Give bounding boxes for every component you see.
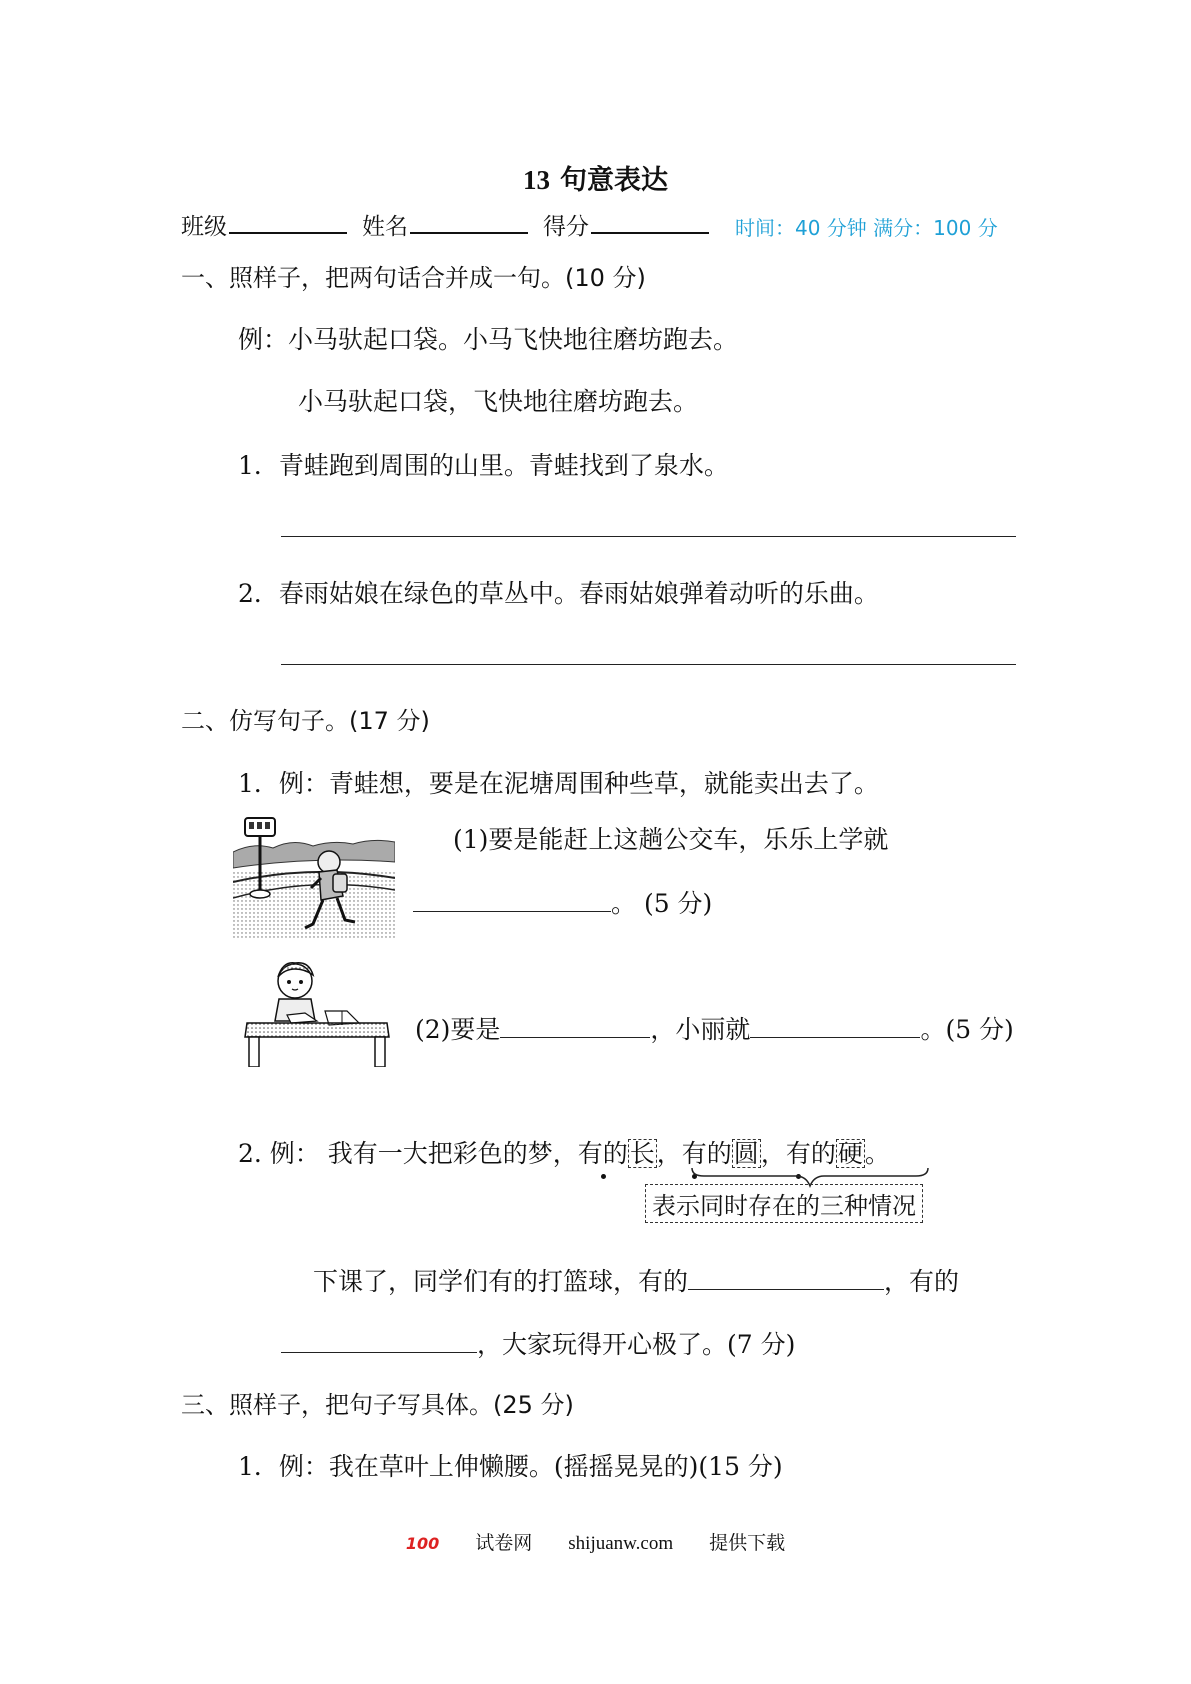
sub2-end: 。(5 分) <box>920 1015 1014 1044</box>
footer <box>0 1528 1191 1555</box>
class-label: 班级 <box>181 214 227 240</box>
bus-stop-illustration <box>233 812 395 940</box>
section3-heading: 三、照样子，把句子写具体。(25 分) <box>181 1391 574 1419</box>
task-a: 下课了，同学们有的打篮球，有的 <box>313 1267 689 1296</box>
section2-q2-example <box>238 1134 890 1170</box>
section2-heading: 二、仿写句子。(17 分) <box>181 707 430 735</box>
lesson-number: 13 <box>523 165 550 195</box>
page-title <box>0 158 1191 197</box>
task-c: ，大家玩得开心极了。(7 分) <box>477 1330 796 1359</box>
section1-q1: 1．青蛙跑到周围的山里。青蛙找到了泉水。 <box>238 451 729 480</box>
task-b: ，有的 <box>884 1267 960 1296</box>
name-blank[interactable] <box>410 212 528 234</box>
section1-heading: 一、照样子，把两句话合并成一句。(10 分) <box>181 264 646 292</box>
score-label: 得分 <box>543 214 589 240</box>
section2-q1-sub1-answer <box>413 884 712 920</box>
download-note: 提供下载 <box>709 1533 786 1554</box>
class-blank[interactable] <box>229 212 347 234</box>
score-field <box>543 208 709 241</box>
blank-task-1[interactable] <box>688 1265 884 1290</box>
section2-q2-task-line2 <box>281 1325 795 1361</box>
blank-sub1[interactable] <box>413 887 611 912</box>
q2-char-hard: 硬 <box>837 1139 863 1168</box>
section1-q2: 2．春雨姑娘在绿色的草丛中。春雨姑娘弹着动听的乐曲。 <box>238 579 879 608</box>
blank-sub2-a[interactable] <box>500 1013 650 1038</box>
section1-example-line1: 例：小马驮起口袋。小马飞快地往磨坊跑去。 <box>238 325 739 354</box>
brand-logo: 100 <box>405 1534 440 1553</box>
sub1-end: 。 (5 分) <box>611 889 713 918</box>
class-field <box>181 208 347 241</box>
name-field <box>362 208 528 241</box>
section2-q1-sub2 <box>415 1010 1014 1046</box>
q2-you3: ，有的 <box>761 1134 836 1170</box>
q2-prefix: 2. 例： 我有一大把彩色的梦， <box>238 1139 578 1168</box>
girl-reading-illustration <box>243 955 393 1067</box>
score-blank[interactable] <box>591 212 709 234</box>
sub2-start: (2)要是 <box>415 1015 501 1044</box>
q2-end: 。 <box>864 1139 890 1168</box>
site-name: 试卷网 <box>475 1533 533 1554</box>
name-label: 姓名 <box>362 214 408 240</box>
section3-q1: 1．例：我在草叶上伸懒腰。(摇摇晃晃的)(15 分) <box>238 1452 783 1481</box>
answer-line-2[interactable] <box>281 664 1016 665</box>
lesson-title: 句意表达 <box>560 165 668 196</box>
q2-char-round: 圆 <box>733 1139 759 1168</box>
section1-example-line2: 小马驮起口袋，飞快地往磨坊跑去。 <box>298 387 699 416</box>
blank-sub2-b[interactable] <box>750 1013 920 1038</box>
q2-char-long: 长 <box>629 1139 655 1168</box>
q2-you2: ，有的 <box>657 1134 732 1170</box>
section2-q1-sub1: (1)要是能赶上这趟公交车，乐乐上学就 <box>453 825 889 854</box>
section2-q1-example: 1．例：青蛙想，要是在泥塘周围种些草，就能卖出去了。 <box>238 769 879 798</box>
site-domain[interactable]: shijuanw.com <box>568 1533 674 1554</box>
footer-brand <box>388 1533 550 1554</box>
example-note: 表示同时存在的三种情况 <box>645 1184 923 1223</box>
time-info: 时间：40 分钟 满分：100 分 <box>735 216 998 240</box>
answer-line-1[interactable] <box>281 536 1016 537</box>
blank-task-2[interactable] <box>281 1328 477 1353</box>
section2-q2-task-line1 <box>313 1262 959 1298</box>
sub2-mid: ，小丽就 <box>650 1015 751 1044</box>
q2-you1: 有的 <box>578 1134 628 1170</box>
